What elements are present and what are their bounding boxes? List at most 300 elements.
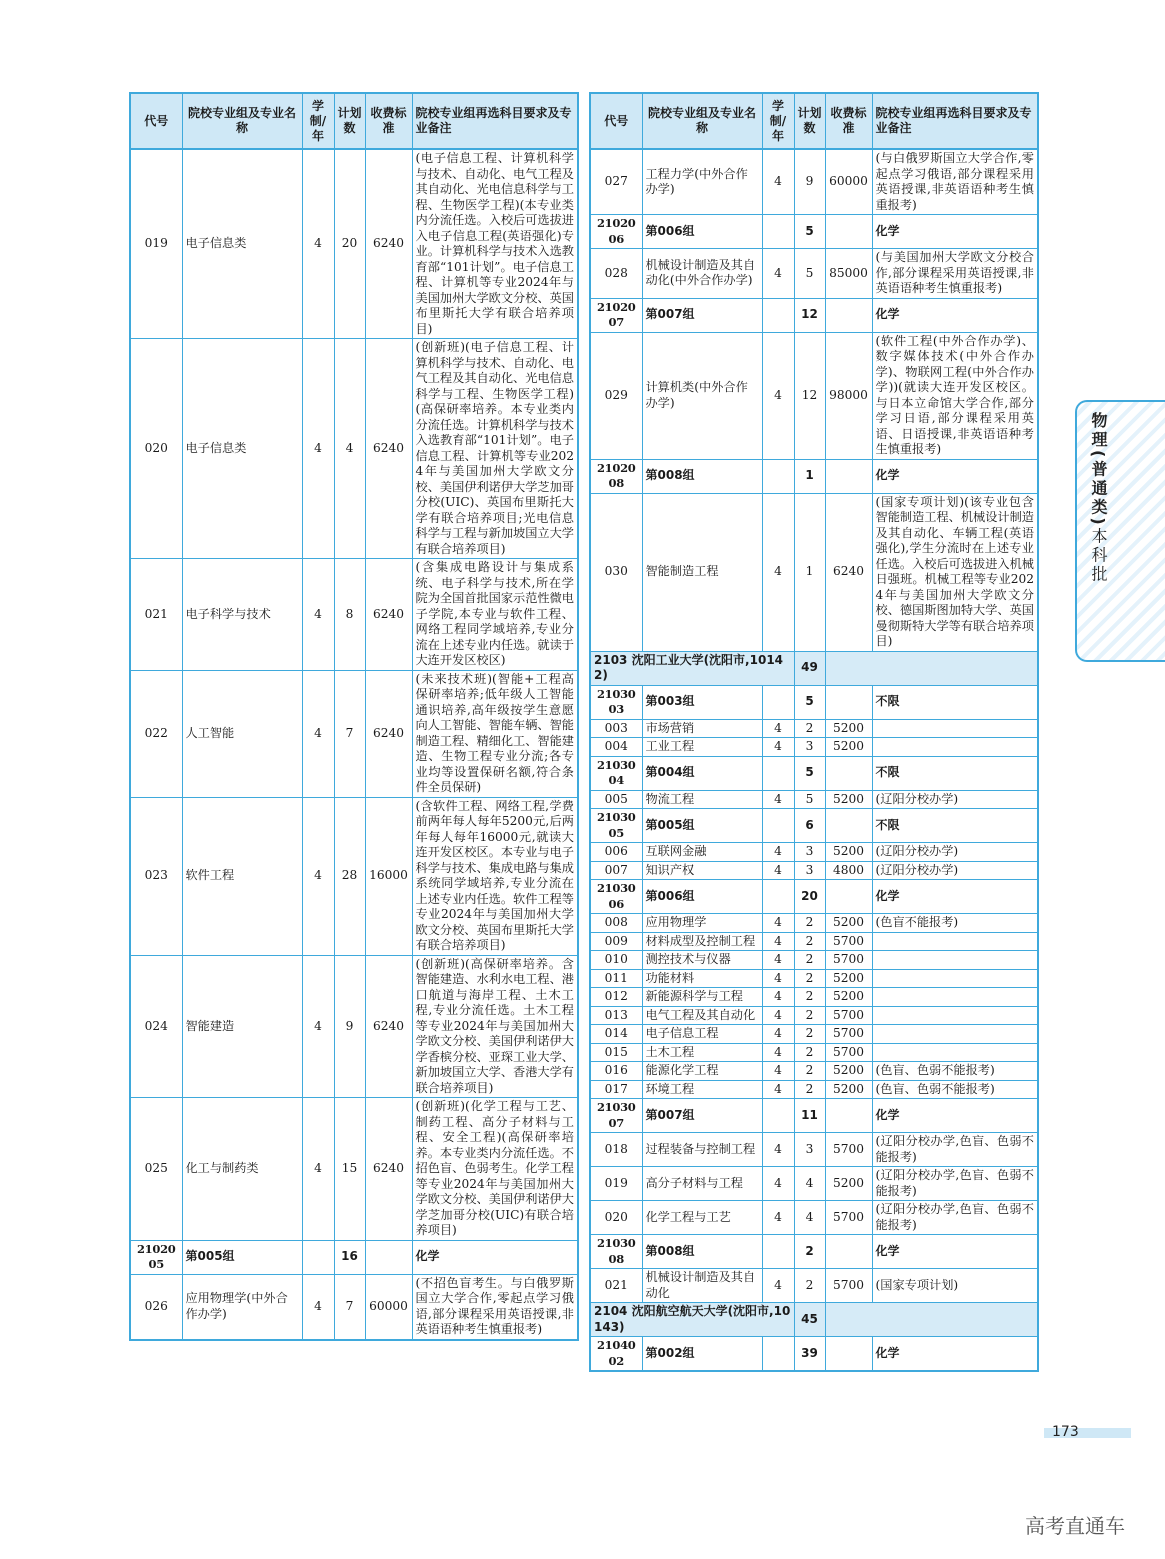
header-code: 代号 bbox=[130, 93, 182, 149]
fee-cell: 60000 bbox=[365, 1274, 412, 1340]
code-cell: 2102008 bbox=[590, 459, 642, 493]
name-cell: 第007组 bbox=[642, 298, 762, 332]
group-row bbox=[590, 756, 1038, 790]
code-cell: 2102007 bbox=[590, 298, 642, 332]
institution-row bbox=[590, 651, 1038, 685]
name-cell: 第005组 bbox=[642, 809, 762, 843]
major-row bbox=[590, 249, 1038, 299]
note-cell: 化学 bbox=[872, 880, 1038, 914]
years-cell bbox=[762, 1099, 794, 1133]
fee-cell: 98000 bbox=[825, 332, 872, 459]
note-cell bbox=[872, 969, 1038, 988]
fee-cell: 6240 bbox=[825, 493, 872, 651]
institution-name: 2104 沈阳航空航天大学(沈阳市,10143) bbox=[590, 1303, 794, 1337]
major-row bbox=[590, 790, 1038, 809]
plan-cell: 2 bbox=[794, 1006, 825, 1025]
plan-cell: 5 bbox=[794, 685, 825, 719]
years-cell: 4 bbox=[762, 719, 794, 738]
plan-cell: 12 bbox=[794, 332, 825, 459]
fee-cell: 5200 bbox=[825, 719, 872, 738]
institution-name: 2103 沈阳工业大学(沈阳市,10142) bbox=[590, 651, 794, 685]
header-plan: 计划数 bbox=[794, 93, 825, 149]
section-category: 物理(普通类) bbox=[1089, 412, 1108, 528]
watermark: 高考直通车 bbox=[1025, 1514, 1125, 1538]
code-cell: 2103007 bbox=[590, 1099, 642, 1133]
admission-plan-table-right bbox=[589, 92, 1039, 1372]
code-cell: 017 bbox=[590, 1080, 642, 1099]
note-cell bbox=[872, 1043, 1038, 1062]
header-years: 学制/年 bbox=[762, 93, 794, 149]
note-cell: (创新班)(电子信息工程、计算机科学与技术、自动化、电气工程及其自动化、光电信息科学与工程、生物医学工程)(高保研率培养。本专业类内分流任选。计算机科学与技术入选教育部“101计划”。电子信息工程、计算机等专业2024年与美国加州大学欧文分校、美国伊利诺伊大学芝加哥分校(UIC)、英国布里斯托大学有联合培养项目;光电信息科学与工程与新加坡国立大学有联合培养项目) bbox=[412, 339, 578, 559]
plan-cell: 2 bbox=[794, 1235, 825, 1269]
major-row bbox=[590, 1080, 1038, 1099]
plan-cell: 7 bbox=[334, 670, 365, 797]
group-row bbox=[130, 1240, 578, 1274]
name-cell: 材料成型及控制工程 bbox=[642, 932, 762, 951]
name-cell: 第007组 bbox=[642, 1099, 762, 1133]
plan-cell: 2 bbox=[794, 1043, 825, 1062]
plan-cell: 4 bbox=[334, 339, 365, 559]
fee-cell: 5200 bbox=[825, 988, 872, 1007]
years-cell bbox=[302, 1240, 334, 1274]
note-cell: 化学 bbox=[872, 1099, 1038, 1133]
code-cell: 004 bbox=[590, 738, 642, 757]
note-cell bbox=[872, 1006, 1038, 1025]
code-cell: 025 bbox=[130, 1098, 182, 1241]
note-cell: (含软件工程、网络工程,学费前两年每人每年5200元,后两年每人每年16000元,就读大连开发区校区。本专业与电子科学与技术、集成电路与集成系统同学域培养,专业分流在上述专业内任选。软件工程等专业2024年与美国加州大学欧文分校、英国布里斯托大学有联合培养项目) bbox=[412, 797, 578, 955]
name-cell: 互联网金融 bbox=[642, 843, 762, 862]
code-cell: 006 bbox=[590, 843, 642, 862]
note-cell bbox=[872, 719, 1038, 738]
years-cell: 4 bbox=[762, 1025, 794, 1044]
code-cell: 023 bbox=[130, 797, 182, 955]
name-cell: 化工与制药类 bbox=[182, 1098, 302, 1241]
years-cell: 4 bbox=[302, 955, 334, 1098]
group-row bbox=[590, 459, 1038, 493]
plan-cell: 20 bbox=[794, 880, 825, 914]
plan-cell: 15 bbox=[334, 1098, 365, 1241]
fee-cell: 6240 bbox=[365, 670, 412, 797]
group-row bbox=[590, 1235, 1038, 1269]
name-cell: 第008组 bbox=[642, 1235, 762, 1269]
fee-cell bbox=[825, 1235, 872, 1269]
major-row bbox=[590, 969, 1038, 988]
code-cell: 030 bbox=[590, 493, 642, 651]
note-cell: 不限 bbox=[872, 809, 1038, 843]
code-cell: 015 bbox=[590, 1043, 642, 1062]
code-cell: 022 bbox=[130, 670, 182, 797]
name-cell: 电子信息工程 bbox=[642, 1025, 762, 1044]
institution-plan: 45 bbox=[794, 1303, 825, 1337]
years-cell bbox=[762, 756, 794, 790]
code-cell: 016 bbox=[590, 1062, 642, 1081]
note-cell: (未来技术班)(智能+工程高保研率培养;低年级人工智能通识培养,高年级按学生意愿向人工智能、智能车辆、智能制造工程、精细化工、智能建造、生物工程专业分流;各专业均等设置保研名额,符合条件全员保研) bbox=[412, 670, 578, 797]
note-cell: (与美国加州大学欧文分校合作,部分课程采用英语授课,非英语语种考生慎重报考) bbox=[872, 249, 1038, 299]
name-cell: 工业工程 bbox=[642, 738, 762, 757]
code-cell: 005 bbox=[590, 790, 642, 809]
name-cell: 新能源科学与工程 bbox=[642, 988, 762, 1007]
name-cell: 土木工程 bbox=[642, 1043, 762, 1062]
plan-cell: 2 bbox=[794, 1062, 825, 1081]
note-cell: (辽阳分校办学,色盲、色弱不能报考) bbox=[872, 1167, 1038, 1201]
code-cell: 2102006 bbox=[590, 215, 642, 249]
fee-cell: 6240 bbox=[365, 1098, 412, 1241]
note-cell: (国家专项计划)(该专业包含智能制造工程、机械设计制造及其自动化、车辆工程(英语强化),学生分流时在上述专业任选。入校后可选拔进入机械日强班。机械工程等专业2024年与美国加州大学欧文分校、德国斯图加特大学、英国曼彻斯特大学等有联合培养项目) bbox=[872, 493, 1038, 651]
fee-cell: 6240 bbox=[365, 559, 412, 671]
fee-cell: 5700 bbox=[825, 951, 872, 970]
header-code: 代号 bbox=[590, 93, 642, 149]
note-cell bbox=[872, 951, 1038, 970]
group-row bbox=[590, 880, 1038, 914]
fee-cell bbox=[825, 298, 872, 332]
years-cell: 4 bbox=[302, 670, 334, 797]
major-row bbox=[130, 559, 578, 671]
name-cell: 人工智能 bbox=[182, 670, 302, 797]
plan-cell: 2 bbox=[794, 1025, 825, 1044]
years-cell: 4 bbox=[762, 932, 794, 951]
name-cell: 高分子材料与工程 bbox=[642, 1167, 762, 1201]
code-cell: 027 bbox=[590, 149, 642, 215]
fee-cell: 5700 bbox=[825, 1269, 872, 1303]
years-cell: 4 bbox=[762, 1062, 794, 1081]
fee-cell: 60000 bbox=[825, 149, 872, 215]
major-row bbox=[590, 1043, 1038, 1062]
years-cell: 4 bbox=[762, 149, 794, 215]
fee-cell bbox=[825, 809, 872, 843]
name-cell: 工程力学(中外合作办学) bbox=[642, 149, 762, 215]
note-cell: (辽阳分校办学) bbox=[872, 861, 1038, 880]
code-cell: 029 bbox=[590, 332, 642, 459]
plan-cell: 11 bbox=[794, 1099, 825, 1133]
page-number: 173 bbox=[1052, 1424, 1079, 1440]
name-cell: 过程装备与控制工程 bbox=[642, 1133, 762, 1167]
plan-cell: 9 bbox=[334, 955, 365, 1098]
plan-cell: 1 bbox=[794, 459, 825, 493]
plan-cell: 4 bbox=[794, 1201, 825, 1235]
note-cell: (色盲、色弱不能报考) bbox=[872, 1080, 1038, 1099]
major-row bbox=[130, 1098, 578, 1241]
years-cell: 4 bbox=[762, 790, 794, 809]
note-cell: (辽阳分校办学,色盲、色弱不能报考) bbox=[872, 1133, 1038, 1167]
code-cell: 2103004 bbox=[590, 756, 642, 790]
group-row bbox=[590, 1099, 1038, 1133]
plan-cell: 28 bbox=[334, 797, 365, 955]
name-cell: 应用物理学 bbox=[642, 914, 762, 933]
plan-cell: 5 bbox=[794, 215, 825, 249]
years-cell: 4 bbox=[762, 914, 794, 933]
table-header bbox=[130, 93, 578, 149]
code-cell: 2103003 bbox=[590, 685, 642, 719]
major-row bbox=[590, 861, 1038, 880]
years-cell: 4 bbox=[302, 339, 334, 559]
years-cell bbox=[762, 809, 794, 843]
major-row bbox=[130, 670, 578, 797]
fee-cell: 5700 bbox=[825, 1133, 872, 1167]
major-row bbox=[590, 149, 1038, 215]
header-years: 学制/年 bbox=[302, 93, 334, 149]
group-row bbox=[590, 298, 1038, 332]
name-cell: 第004组 bbox=[642, 756, 762, 790]
institution-empty bbox=[825, 1303, 1038, 1337]
note-cell bbox=[872, 988, 1038, 1007]
plan-cell: 3 bbox=[794, 861, 825, 880]
fee-cell: 5200 bbox=[825, 969, 872, 988]
code-cell: 020 bbox=[590, 1201, 642, 1235]
plan-cell: 2 bbox=[794, 932, 825, 951]
note-cell: (创新班)(高保研率培养。含智能建造、水利水电工程、港口航道与海岸工程、土木工程,专业分流任选。土木工程等专业2024年与美国加州大学欧文分校、美国伊利诺伊大学香槟分校、亚琛工业大学、新加坡国立大学、香港大学有联合培养项目) bbox=[412, 955, 578, 1098]
fee-cell bbox=[825, 880, 872, 914]
code-cell: 2103008 bbox=[590, 1235, 642, 1269]
years-cell bbox=[762, 880, 794, 914]
name-cell: 第008组 bbox=[642, 459, 762, 493]
fee-cell: 5200 bbox=[825, 1062, 872, 1081]
institution-plan: 49 bbox=[794, 651, 825, 685]
plan-cell: 39 bbox=[794, 1337, 825, 1372]
note-cell: 化学 bbox=[872, 1337, 1038, 1372]
plan-cell: 5 bbox=[794, 249, 825, 299]
name-cell: 第006组 bbox=[642, 215, 762, 249]
section-batch: 本科批 bbox=[1089, 527, 1108, 585]
note-cell: 化学 bbox=[872, 298, 1038, 332]
table-header bbox=[590, 93, 1038, 149]
fee-cell: 5200 bbox=[825, 843, 872, 862]
years-cell: 4 bbox=[762, 861, 794, 880]
years-cell: 4 bbox=[762, 1006, 794, 1025]
code-cell: 2103005 bbox=[590, 809, 642, 843]
name-cell: 第006组 bbox=[642, 880, 762, 914]
code-cell: 011 bbox=[590, 969, 642, 988]
note-cell: (含集成电路设计与集成系统、电子科学与技术,所在学院为全国首批国家示范性微电子学院,本专业与软件工程、网络工程同学域培养,专业分流在上述专业内任选。就读于大连开发区校区) bbox=[412, 559, 578, 671]
note-cell: (色盲不能报考) bbox=[872, 914, 1038, 933]
plan-cell: 12 bbox=[794, 298, 825, 332]
name-cell: 智能制造工程 bbox=[642, 493, 762, 651]
code-cell: 021 bbox=[590, 1269, 642, 1303]
plan-cell: 6 bbox=[794, 809, 825, 843]
plan-cell: 2 bbox=[794, 914, 825, 933]
header-note: 院校专业组再选科目要求及专业备注 bbox=[872, 93, 1038, 149]
note-cell: (辽阳分校办学) bbox=[872, 843, 1038, 862]
table-body bbox=[130, 149, 578, 1340]
note-cell: (色盲、色弱不能报考) bbox=[872, 1062, 1038, 1081]
code-cell: 009 bbox=[590, 932, 642, 951]
plan-cell: 16 bbox=[334, 1240, 365, 1274]
name-cell: 化学工程与工艺 bbox=[642, 1201, 762, 1235]
years-cell: 4 bbox=[762, 332, 794, 459]
name-cell: 测控技术与仪器 bbox=[642, 951, 762, 970]
name-cell: 电气工程及其自动化 bbox=[642, 1006, 762, 1025]
header-fee: 收费标准 bbox=[365, 93, 412, 149]
fee-cell: 5700 bbox=[825, 1201, 872, 1235]
name-cell: 功能材料 bbox=[642, 969, 762, 988]
fee-cell: 4800 bbox=[825, 861, 872, 880]
code-cell: 026 bbox=[130, 1274, 182, 1340]
plan-cell: 1 bbox=[794, 493, 825, 651]
name-cell: 市场营销 bbox=[642, 719, 762, 738]
years-cell: 4 bbox=[762, 738, 794, 757]
major-row bbox=[590, 1167, 1038, 1201]
table-body bbox=[590, 149, 1038, 1371]
note-cell: (不招色盲考生。与白俄罗斯国立大学合作,零起点学习俄语,部分课程采用英语授课,非英语语种考生慎重报考) bbox=[412, 1274, 578, 1340]
code-cell: 007 bbox=[590, 861, 642, 880]
years-cell: 4 bbox=[762, 249, 794, 299]
major-row bbox=[130, 1274, 578, 1340]
years-cell bbox=[762, 459, 794, 493]
code-cell: 013 bbox=[590, 1006, 642, 1025]
code-cell: 003 bbox=[590, 719, 642, 738]
major-row bbox=[590, 738, 1038, 757]
major-row bbox=[590, 843, 1038, 862]
note-cell: 化学 bbox=[872, 215, 1038, 249]
fee-cell bbox=[825, 215, 872, 249]
major-row bbox=[590, 951, 1038, 970]
plan-cell: 2 bbox=[794, 1269, 825, 1303]
plan-cell: 8 bbox=[334, 559, 365, 671]
years-cell: 4 bbox=[302, 559, 334, 671]
years-cell: 4 bbox=[762, 1201, 794, 1235]
plan-cell: 20 bbox=[334, 149, 365, 339]
fee-cell: 5200 bbox=[825, 1167, 872, 1201]
fee-cell: 5200 bbox=[825, 914, 872, 933]
name-cell: 智能建造 bbox=[182, 955, 302, 1098]
years-cell: 4 bbox=[302, 797, 334, 955]
header-plan: 计划数 bbox=[334, 93, 365, 149]
plan-cell: 4 bbox=[794, 1167, 825, 1201]
note-cell: 不限 bbox=[872, 685, 1038, 719]
fee-cell: 5200 bbox=[825, 790, 872, 809]
major-row bbox=[590, 1025, 1038, 1044]
years-cell: 4 bbox=[762, 1043, 794, 1062]
years-cell: 4 bbox=[762, 969, 794, 988]
major-row bbox=[590, 1006, 1038, 1025]
major-row bbox=[130, 149, 578, 339]
note-cell: (创新班)(化学工程与工艺、制药工程、高分子材料与工程、安全工程)(高保研率培养。本专业类内分流任选。不招色盲、色弱考生。化学工程等专业2024年与美国加州大学欧文分校、美国伊利诺伊大学芝加哥分校(UIC)有联合培养项目) bbox=[412, 1098, 578, 1241]
note-cell: (与白俄罗斯国立大学合作,零起点学习俄语,部分课程采用英语授课,非英语语种考生慎重报考) bbox=[872, 149, 1038, 215]
years-cell bbox=[762, 298, 794, 332]
fee-cell bbox=[825, 685, 872, 719]
major-row bbox=[130, 797, 578, 955]
major-row bbox=[590, 1133, 1038, 1167]
fee-cell: 5700 bbox=[825, 1025, 872, 1044]
plan-cell: 3 bbox=[794, 1133, 825, 1167]
fee-cell: 5700 bbox=[825, 1006, 872, 1025]
fee-cell: 5200 bbox=[825, 1080, 872, 1099]
years-cell: 4 bbox=[762, 843, 794, 862]
major-row bbox=[590, 1201, 1038, 1235]
header-fee: 收费标准 bbox=[825, 93, 872, 149]
code-cell: 028 bbox=[590, 249, 642, 299]
plan-cell: 2 bbox=[794, 719, 825, 738]
major-row bbox=[590, 332, 1038, 459]
note-cell: (辽阳分校办学) bbox=[872, 790, 1038, 809]
name-cell: 电子信息类 bbox=[182, 339, 302, 559]
major-row bbox=[590, 914, 1038, 933]
admission-plan-table-left bbox=[129, 92, 579, 1341]
name-cell: 机械设计制造及其自动化 bbox=[642, 1269, 762, 1303]
plan-cell: 2 bbox=[794, 969, 825, 988]
years-cell: 4 bbox=[302, 149, 334, 339]
group-row bbox=[590, 685, 1038, 719]
major-row bbox=[590, 719, 1038, 738]
name-cell: 第003组 bbox=[642, 685, 762, 719]
note-cell: (电子信息工程、计算机科学与技术、自动化、电气工程及其自动化、光电信息科学与工程、生物医学工程)(本专业类内分流任选。入校后可选拔进入电子信息工程(英语强化)专业。计算机科学与技术入选教育部“101计划”。电子信息工程、计算机等专业2024年与美国加州大学欧文分校、英国布里斯托大学有联合培养项目) bbox=[412, 149, 578, 339]
header-note: 院校专业组再选科目要求及专业备注 bbox=[412, 93, 578, 149]
plan-cell: 2 bbox=[794, 988, 825, 1007]
note-cell bbox=[872, 1025, 1038, 1044]
years-cell: 4 bbox=[762, 493, 794, 651]
code-cell: 008 bbox=[590, 914, 642, 933]
plan-cell: 3 bbox=[794, 738, 825, 757]
fee-cell: 5700 bbox=[825, 932, 872, 951]
code-cell: 020 bbox=[130, 339, 182, 559]
name-cell: 计算机类(中外合作办学) bbox=[642, 332, 762, 459]
major-row bbox=[590, 1062, 1038, 1081]
years-cell: 4 bbox=[302, 1098, 334, 1241]
note-cell: (国家专项计划) bbox=[872, 1269, 1038, 1303]
group-row bbox=[590, 1337, 1038, 1372]
code-cell: 019 bbox=[130, 149, 182, 339]
years-cell bbox=[762, 215, 794, 249]
name-cell: 应用物理学(中外合作办学) bbox=[182, 1274, 302, 1340]
header-name: 院校专业组及专业名称 bbox=[182, 93, 302, 149]
name-cell: 电子信息类 bbox=[182, 149, 302, 339]
years-cell bbox=[762, 1337, 794, 1372]
years-cell: 4 bbox=[302, 1274, 334, 1340]
fee-cell bbox=[825, 459, 872, 493]
years-cell: 4 bbox=[762, 1133, 794, 1167]
fee-cell: 16000 bbox=[365, 797, 412, 955]
fee-cell: 85000 bbox=[825, 249, 872, 299]
fee-cell: 5700 bbox=[825, 1043, 872, 1062]
note-cell: 不限 bbox=[872, 756, 1038, 790]
years-cell bbox=[762, 685, 794, 719]
code-cell: 012 bbox=[590, 988, 642, 1007]
fee-cell bbox=[825, 756, 872, 790]
section-side-tab-text bbox=[1087, 412, 1110, 585]
code-cell: 021 bbox=[130, 559, 182, 671]
code-cell: 018 bbox=[590, 1133, 642, 1167]
fee-cell: 6240 bbox=[365, 149, 412, 339]
years-cell: 4 bbox=[762, 988, 794, 1007]
plan-cell: 7 bbox=[334, 1274, 365, 1340]
plan-cell: 2 bbox=[794, 1080, 825, 1099]
institution-row bbox=[590, 1303, 1038, 1337]
code-cell: 019 bbox=[590, 1167, 642, 1201]
major-row bbox=[590, 988, 1038, 1007]
major-row bbox=[590, 1269, 1038, 1303]
group-row bbox=[590, 215, 1038, 249]
plan-cell: 3 bbox=[794, 843, 825, 862]
major-row bbox=[130, 339, 578, 559]
name-cell: 第005组 bbox=[182, 1240, 302, 1274]
name-cell: 知识产权 bbox=[642, 861, 762, 880]
fee-cell: 6240 bbox=[365, 955, 412, 1098]
fee-cell bbox=[825, 1337, 872, 1372]
code-cell: 2103006 bbox=[590, 880, 642, 914]
years-cell: 4 bbox=[762, 1080, 794, 1099]
name-cell: 机械设计制造及其自动化(中外合作办学) bbox=[642, 249, 762, 299]
name-cell: 能源化学工程 bbox=[642, 1062, 762, 1081]
fee-cell bbox=[365, 1240, 412, 1274]
name-cell: 第002组 bbox=[642, 1337, 762, 1372]
plan-cell: 9 bbox=[794, 149, 825, 215]
name-cell: 软件工程 bbox=[182, 797, 302, 955]
major-row bbox=[590, 493, 1038, 651]
plan-cell: 5 bbox=[794, 790, 825, 809]
years-cell: 4 bbox=[762, 951, 794, 970]
note-cell: (辽阳分校办学,色盲、色弱不能报考) bbox=[872, 1201, 1038, 1235]
plan-cell: 2 bbox=[794, 951, 825, 970]
code-cell: 2102005 bbox=[130, 1240, 182, 1274]
